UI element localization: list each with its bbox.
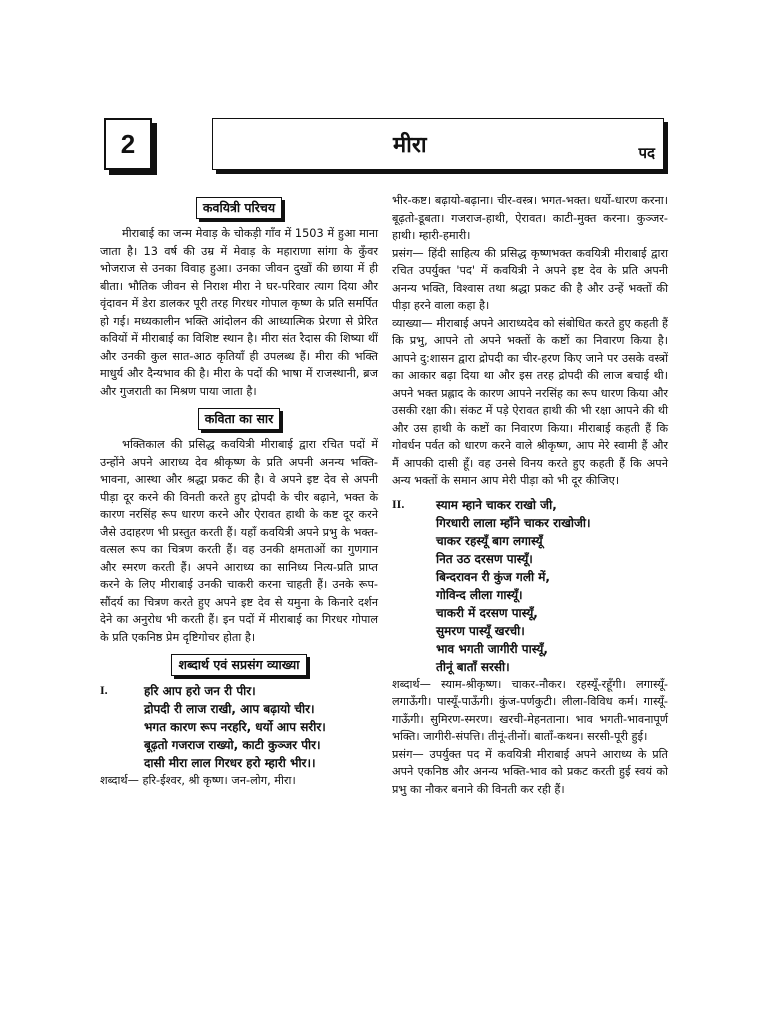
chapter-subtitle: पद bbox=[638, 144, 655, 162]
left-column bbox=[100, 195, 378, 790]
shabdarth-1-cont: भीर-कष्ट। बढ़ायो-बढ़ाना। चीर-वस्त्र। भगत-भक्त। धर्यो-धारण करना। बूढ़तो-डूबता। गजराज-हाथी, ऐरावत। काटी-मुक्त करना। कुञ्जर-हाथी। म्हारी-हमारी। bbox=[392, 194, 668, 242]
verse-line: भगत कारण रूप नरहरि, धर्यो आप सरीर। bbox=[144, 720, 326, 734]
chapter-number: 2 bbox=[120, 128, 136, 159]
vyakhya-1: व्याख्या— मीराबाई अपने आराध्यदेव को संबोधित करते हुए कहती हैं कि प्रभु, आपने तो अपने भक्तों के कष्टों का निवारण किया है। आपने दु:शासन द्वारा द्रोपदी का चीर-हरण किए जाने पर उसके वस्त्रों का आकार बढ़ा दिया था और इस तरह द्रोपदी की लाज बचाई थी। अपने भक्त प्रह्लाद के कारण आपने नरसिंह का रूप धारण किया और उसकी रक्षा की। संकट में पड़े ऐरावत हाथी की भी रक्षा आपने की थी और उस हाथी के कष्टों का निवारण किया। मीराबाई कहती हैं कि गोवर्धन पर्वत को धारण करने वाले श्रीकृष्ण, आप मेरे स्वामी हैं और मैं आपकी दासी हूँ। वह उनसे विनय करते हुए कहती हैं कि अपने अन्य भक्तों के समान आप मेरी पीड़ा को भी दूर कीजिए। bbox=[392, 316, 668, 487]
verse-line: नित उठ दरसण पास्यूँ। bbox=[436, 551, 533, 566]
verse-line: सुमरण पास्यूँ खरची। bbox=[436, 623, 525, 638]
vyakhya-heading: शब्दार्थ एवं सप्रसंग व्याख्या bbox=[171, 654, 306, 676]
chapter-title: मीरा bbox=[393, 133, 427, 158]
shabdarth-1-start: शब्दार्थ— हरि-ईश्वर, श्री कृष्ण। जन-लोग, मीरा। bbox=[100, 774, 296, 787]
verse-line: बूढ़तो गजराज राख्यो, काटी कुञ्जर पीर। bbox=[144, 738, 321, 752]
verse-1-lines bbox=[144, 682, 326, 772]
summary-heading: कविता का सार bbox=[198, 408, 281, 430]
summary-text: भक्तिकाल की प्रसिद्ध कवयित्री मीराबाई द्वारा रचित पदों में उन्होंने अपने आराध्य देव श्रीकृष्ण के प्रति अपनी अनन्य भक्ति-भावना, आस्था और श्रद्धा प्रकट की है। वे अपने इष्ट देव से अपनी पीड़ा दूर करने की विनती करते हुए द्रोपदी के चीर बढ़ाने, भक्त के कारण नरसिंह रूप धारण करने और ऐरावत हाथी के कष्ट दूर करने जैसे उदाहरण भी प्रस्तुत करती हैं। यहाँ कवयित्री अपने प्रभु के भक्त-वत्सल रूप का चित्रण करती हैं। वह उनकी क्षमताओं का गुणगान और स्मरण करती हैं। अपने आराध्य का सानिध्य नित्य-प्रति प्राप्त करने के लिए मीराबाई उनकी चाकरी करना चाहती हैं। उनके रूप-सौंदर्य का चित्रण करते हुए अपने इष्ट देव से यमुना के किनारे दर्शन देने का अनुरोध भी करती हैं। इन पदों में मीराबाई का गिरधर गोपाल के प्रति एकनिष्ठ प्रेम दृष्टिगोचर होता है। bbox=[100, 438, 378, 644]
verse-line: स्याम म्हाने चाकर राखो जी, bbox=[436, 497, 557, 512]
verse-line: तीनूं बाताँ सरसी। bbox=[436, 659, 510, 674]
verse-2-number: II. bbox=[392, 496, 405, 511]
verse-line: हरि आप हरो जन री पीर। bbox=[144, 684, 256, 698]
prasang-2: प्रसंग— उपर्युक्त पद में कवयित्री मीराबाई अपने आराध्य के प्रति अपने एकनिष्ठ और अनन्य भक्ति-भाव को प्रकट करती हुई स्वयं को प्रभु का नौकर बनाने की विनती कर रही हैं। bbox=[392, 747, 668, 796]
verse-line: चाकरी में दरसण पास्यूँ, bbox=[436, 605, 538, 620]
verse-line: गिरधारी लाला म्हाँने चाकर राखोजी। bbox=[436, 515, 591, 530]
verse-line: गोविन्द लीला गास्यूँ। bbox=[436, 587, 523, 602]
title-box bbox=[212, 118, 664, 170]
right-column bbox=[392, 192, 668, 798]
shabdarth-2: शब्दार्थ— स्याम-श्रीकृष्ण। चाकर-नौकर। रहस्यूँ-रहूँगी। लगास्यूँ-लगाऊँगी। पास्यूँ-पाऊँगी। कुंज-पर्णकुटी। लीला-विविध कर्म। गास्यूँ-गाऊँगी। सुमिरण-स्मरण। खरची-मेहनताना। भाव भगती-भावनापूर्ण भक्ति। जागीरी-संपत्ति। तीनूं-तीनों। बाताँ-कथन। सरसी-पूरी हुई। bbox=[392, 677, 668, 743]
intro-text: मीराबाई का जन्म मेवाड़ के चोकड़ी गाँव में 1503 में हुआ माना जाता है। 13 वर्ष की उम्र में मेवाड़ के महाराणा सांगा के कुँवर भोजराज से उनका विवाह हुआ। उनका जीवन दुखों की छाया में ही बीता। भौतिक जीवन से निराश मीरा ने घर-परिवार त्याग दिया और वृंदावन में डेरा डालकर पूरी तरह गिरधर गोपाल कृष्ण के प्रति समर्पित हो गई। मध्यकालीन भक्ति आंदोलन की आध्यात्मिक प्रेरणा से प्रेरित कवियों में मीराबाई का विशिष्ट स्थान है। मीरा संत रैदास की शिष्या थीं और उनकी कुल सात-आठ कृतियाँ ही उपलब्ध हैं। मीरा की भक्ति माधुर्य और दैन्यभाव की है। मीरा के पदों की भाषा में राजस्थानी, ब्रज और गुजराती का मिश्रण पाया जाता है। bbox=[100, 227, 378, 398]
verse-1-number: I. bbox=[100, 683, 108, 697]
verse-line: भाव भगती जागीरी पास्यूँ, bbox=[436, 641, 548, 656]
verse-2-lines bbox=[436, 496, 591, 676]
verse-line: दासी मीरा लाल गिरधर हरो म्हारी भीर।। bbox=[144, 756, 316, 770]
verse-line: चाकर रहस्यूँ बाग लगास्यूँ bbox=[436, 533, 543, 548]
intro-heading: कवयित्री परिचय bbox=[196, 197, 282, 219]
prasang-1: प्रसंग— हिंदी साहित्य की प्रसिद्ध कृष्णभक्त कवयित्री मीराबाई द्वारा रचित उपर्युक्त 'पद' में कवयित्री ने अपने इष्ट देव के प्रति अपनी अनन्य भक्ति, विश्वास तथा श्रद्धा प्रकट की है और उन्हें भक्तों की पीड़ा हरने वाला कहा है। bbox=[392, 246, 668, 312]
verse-line: बिन्दरावन री कुंज गली में, bbox=[436, 569, 550, 584]
verse-1 bbox=[100, 682, 378, 772]
verse-line: द्रोपदी री लाज राखी, आप बढ़ायो चीर। bbox=[144, 702, 315, 716]
chapter-number-box bbox=[104, 118, 152, 170]
verse-2 bbox=[392, 496, 668, 676]
